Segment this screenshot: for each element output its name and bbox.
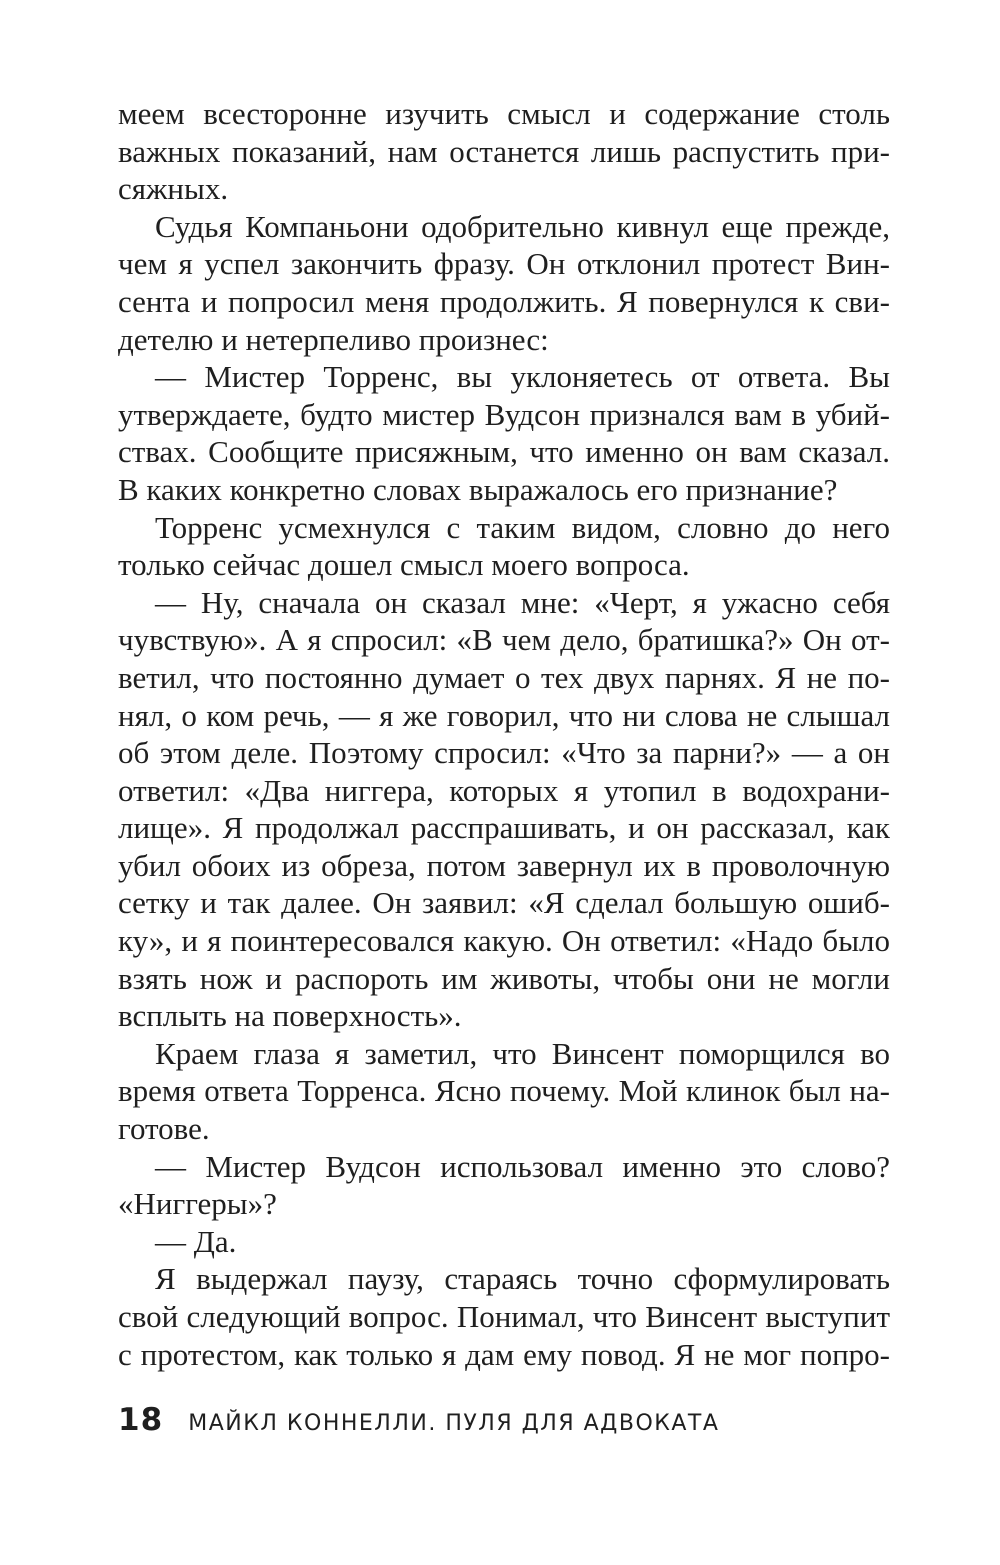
text-line: взять нож и распороть им животы, чтобы они не могли xyxy=(118,960,890,996)
text-line: лище». Я продолжал расспрашивать, и он рассказал, как xyxy=(118,810,890,846)
text-line: ответил: «Два ниггера, которых я утопил в водохрани- xyxy=(118,772,890,808)
page-footer xyxy=(118,1402,719,1438)
text-line: — Мистер Торренс, вы уклоняетесь от ответа. Вы xyxy=(155,359,890,395)
running-title: МАЙКЛ КОННЕЛЛИ. ПУЛЯ ДЛЯ АДВОКАТА xyxy=(188,1411,720,1436)
text-line: чем я успел закончить фразу. Он отклонил протест Вин- xyxy=(118,246,890,282)
text-line: Краем глаза я заметил, что Винсент поморщился во xyxy=(155,1035,890,1071)
text-line: детелю и нетерпеливо произнес: xyxy=(118,321,549,357)
text-line: об этом деле. Поэтому спросил: «Что за парни?» — а он xyxy=(118,735,890,771)
text-line: — Мистер Вудсон использовал именно это слово? xyxy=(155,1148,890,1184)
text-line: время ответа Торренса. Ясно почему. Мой клинок был на- xyxy=(118,1073,890,1109)
page-number: 18 xyxy=(118,1402,164,1438)
text-line: важных показаний, нам останется лишь распустить при- xyxy=(118,133,890,169)
text-line: — Ну, сначала он сказал мне: «Черт, я ужасно себя xyxy=(155,584,890,620)
text-line: свой следующий вопрос. Понимал, что Винсент выступит xyxy=(118,1299,890,1334)
text-line: ствах. Сообщите присяжным, что именно он вам сказал. xyxy=(118,434,890,470)
text-line: — Да. xyxy=(155,1223,237,1259)
text-line: Судья Компаньони одобрительно кивнул еще прежде, xyxy=(155,208,890,244)
text-line: ветил, что постоянно думает о тех двух парнях. Я не по- xyxy=(118,659,890,695)
text-line: В каких конкретно словах выражалось его признание? xyxy=(118,471,838,507)
text-line: ку», и я поинтересовался какую. Он ответил: «Надо было xyxy=(118,923,890,959)
text-line: нял, о ком речь, — я же говорил, что ни слова не слышал xyxy=(118,697,890,733)
text-line: чувствую». А я спросил: «В чем дело, братишка?» Он от- xyxy=(118,622,890,658)
text-line: готове. xyxy=(118,1111,210,1147)
text-line: сяжных. xyxy=(118,171,229,207)
text-line: сента и попросил меня продолжить. Я повернулся к сви- xyxy=(118,283,890,319)
text-line: только сейчас дошел смысл моего вопроса. xyxy=(118,547,690,583)
text-line: «Ниггеры»? xyxy=(118,1186,277,1222)
text-line: утверждаете, будто мистер Вудсон признался вам в убий- xyxy=(118,396,890,432)
text-line: Торренс усмехнулся с таким видом, словно до него xyxy=(155,509,890,545)
text-line: сетку и так далее. Он заявил: «Я сделал большую ошиб- xyxy=(118,885,890,921)
page-body-text xyxy=(118,95,890,1373)
text-line: Я выдержал паузу, стараясь точно сформулировать xyxy=(155,1261,890,1297)
text-line: убил обоих из обреза, потом завернул их в проволочную xyxy=(118,847,890,883)
text-line: с протестом, как только я дам ему повод. Я не мог попро- xyxy=(118,1336,890,1372)
text-line: меем всесторонне изучить смысл и содержание столь xyxy=(118,96,890,131)
text-line: всплыть на поверхность». xyxy=(118,998,462,1034)
